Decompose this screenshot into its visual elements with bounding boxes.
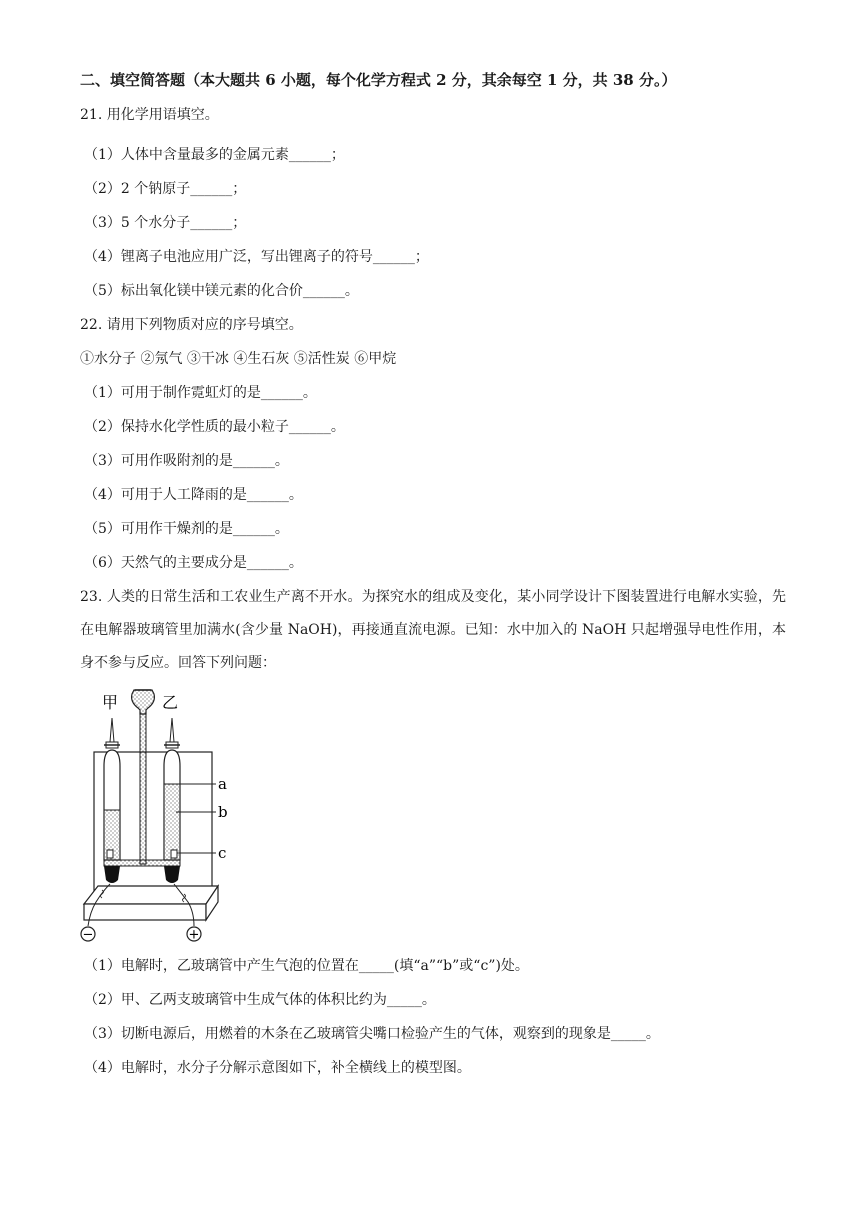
middle-tube xyxy=(140,714,146,864)
left-stopper xyxy=(104,866,120,883)
q22-item-5: （5）可用作干燥剂的是______。 xyxy=(84,521,289,537)
base-board xyxy=(84,886,218,904)
q22-item-2: （2）保持水化学性质的最小粒子______。 xyxy=(84,419,345,435)
q22-stem: 22. 请用下列物质对应的序号填空。 xyxy=(80,317,303,333)
q21-item-3: （3）5 个水分子______； xyxy=(84,215,247,231)
right-stopper xyxy=(164,866,180,883)
electrolysis-apparatus-figure xyxy=(76,680,246,948)
label-b: b xyxy=(218,803,228,821)
reservoir-bulb xyxy=(132,690,155,714)
q21-item-4: （4）锂离子电池应用广泛，写出锂离子的符号______； xyxy=(84,249,429,265)
q23-item-4: （4）电解时，水分子分解示意图如下，补全横线上的模型图。 xyxy=(84,1060,471,1076)
q23-item-3: （3）切断电源后，用燃着的木条在乙玻璃管尖嘴口检验产生的气体，观察到的现象是_____。 xyxy=(84,1026,660,1042)
q22-item-6: （6）天然气的主要成分是______。 xyxy=(84,555,303,571)
q23-item-2: （2）甲、乙两支玻璃管中生成气体的体积比约为_____。 xyxy=(84,992,436,1008)
label-left-tube: 甲 xyxy=(102,693,119,712)
label-a: a xyxy=(218,775,227,793)
section-heading: 二、填空简答题（本大题共 6 小题，每个化学方程式 2 分，其余每空 1 分，共 38 分。） xyxy=(80,71,677,89)
label-c: c xyxy=(218,844,227,862)
right-tube-water xyxy=(165,784,179,860)
electrolysis-diagram xyxy=(76,680,246,948)
label-right-tube: 乙 xyxy=(162,693,179,712)
q23-item-1: （1）电解时，乙玻璃管中产生气泡的位置在_____(填“a”“b”或“c”)处。 xyxy=(84,958,529,974)
positive-sign: + xyxy=(188,927,200,943)
q22-item-4: （4）可用于人工降雨的是______。 xyxy=(84,487,303,503)
connecting-tube xyxy=(104,860,180,866)
q22-item-1: （1）可用于制作霓虹灯的是______。 xyxy=(84,385,317,401)
q22-options: ①水分子 ②氖气 ③干冰 ④生石灰 ⑤活性炭 ⑥甲烷 xyxy=(80,351,397,367)
q21-item-2: （2）2 个钠原子______； xyxy=(84,181,247,197)
negative-sign: − xyxy=(82,927,94,943)
q23-stem: 23. 人类的日常生活和工农业生产离不开水。为探究水的组成及变化，某小同学设计下图装置进行电解水实验，先在电解器玻璃管里加满水(含少量 NaOH)，再接通直流电源。已知：水中加入的 NaOH 只起增强导电性作用，本身不参与反应。回答下列问题： xyxy=(80,589,786,671)
q21-item-1: （1）人体中含量最多的金属元素______； xyxy=(84,147,345,163)
q22-item-3: （3）可用作吸附剂的是______。 xyxy=(84,453,289,469)
q21-item-5: （5）标出氧化镁中镁元素的化合价______。 xyxy=(84,283,359,299)
q21-stem: 21. 用化学用语填空。 xyxy=(80,107,219,123)
